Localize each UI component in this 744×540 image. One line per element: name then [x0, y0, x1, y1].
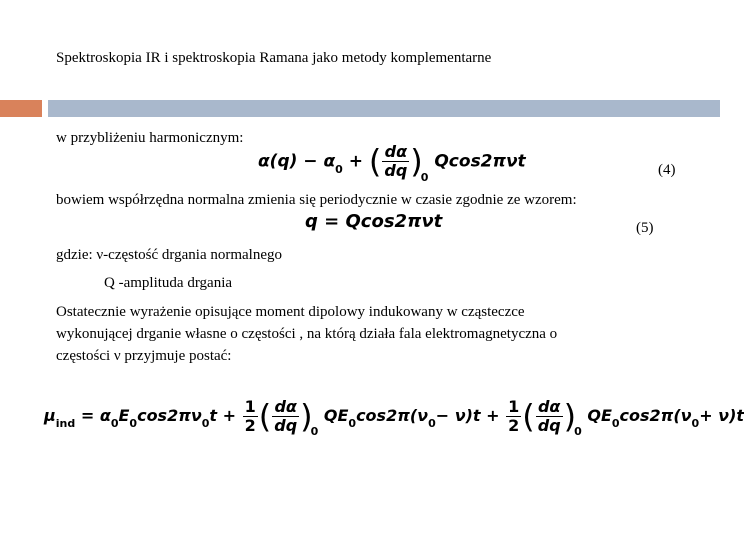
accent-bar-orange [0, 100, 42, 117]
equation-number-5: (5) [636, 220, 654, 236]
deriv-1-sub: 0 [310, 425, 319, 438]
eq4-frac-den: dq [384, 161, 408, 180]
paragraph-line-2: wykonującej drganie własne o częstości , na którą działa fala elektromagnetyczna o [56, 326, 558, 342]
term1-alpha-sub: 0 [110, 417, 119, 430]
eq4-rhs: Qcos2πνt [434, 151, 526, 172]
accent-bar-blue [48, 100, 720, 117]
deriv-fraction-1 [272, 398, 299, 435]
half-1-den: 2 [244, 416, 256, 435]
eq-final-equals: = [80, 406, 95, 425]
term3-rest: + ν)t [699, 406, 744, 425]
equation-number-4: (4) [658, 162, 676, 178]
equation-4: $\alpha(q) - \alpha_0$ + ( $\frac{d\alpha}{dq}$ )$_0$ Qcos2πνt [258, 142, 526, 184]
term1-t-plus: t + [209, 406, 237, 425]
term2-nu-sub: 0 [428, 417, 436, 430]
mu-symbol: μ [44, 406, 56, 425]
text-line-normal-coordinate: bowiem współrzędna normalna zmienia się periodycznie w czasie zgodnie ze wzorem: [56, 192, 577, 208]
eq4-frac-num: dα [382, 143, 409, 162]
term2-cos: cos2π(ν [356, 406, 429, 425]
definition-nu: gdzie: ν-częstość drgania normalnego [56, 247, 283, 263]
term3-cos: cos2π(ν [619, 406, 692, 425]
text-line-harmonic: w przybliżeniu harmonicznym: [56, 130, 244, 146]
paragraph-line-1: Ostatecznie wyrażenie opisujące moment dipolowy indukowany w cząsteczce [56, 304, 525, 320]
half-fraction-2 [506, 398, 521, 435]
deriv-2-num: dα [536, 398, 563, 417]
deriv-2-sub: 0 [574, 425, 582, 438]
eq4-plus: + [348, 151, 363, 172]
deriv-1-den: dq [274, 416, 298, 435]
eq4-lhs-sub: 0 [335, 162, 343, 176]
term3-nu-sub: 0 [691, 417, 700, 430]
paragraph-line-3: częstości ν przyjmuje postać: [56, 348, 232, 364]
eq4-fraction [382, 143, 409, 180]
deriv-2-den: dq [537, 416, 561, 435]
term1-e: E [118, 406, 130, 425]
definition-q: Q -amplituda drgania [104, 275, 233, 291]
term3-qe-sub: 0 [611, 417, 620, 430]
term1-alpha: α [99, 406, 111, 425]
term1-nu-sub: 0 [201, 417, 210, 430]
term2-qe: QE [323, 406, 349, 425]
half-2-den: 2 [508, 416, 520, 435]
half-1-num: 1 [244, 397, 256, 416]
equation-5: q = Qcos2πνt [305, 211, 443, 232]
term1-e-sub: 0 [129, 417, 138, 430]
term2-rest: − ν)t + [435, 406, 500, 425]
term1-cos: cos2πν [137, 406, 202, 425]
mu-sub: ind [55, 417, 76, 430]
eq4-lhs: α(q) − α [258, 151, 336, 172]
term3-qe: QE [587, 406, 612, 425]
deriv-1-num: dα [272, 398, 299, 417]
deriv-fraction-2 [536, 398, 563, 435]
half-fraction-1 [243, 398, 258, 435]
equation-induced-dipole: $\mu_{ind} = \alpha_0E_0\cos 2\pi\nu_0t$ + $\frac{1}{2}$ ( $\frac{d\alpha}{dq}$ )$_0$ $QE_0\cos 2\pi(\nu_0- \nu)t$ + $\frac{1}{2}$ ( $\frac{d\alpha}{dq}$ )$_0$ $QE_0\cos 2\pi(\nu_0+ \nu)t$ [44, 397, 744, 438]
half-2-num: 1 [508, 397, 520, 416]
eq4-frac-sub: 0 [420, 170, 429, 184]
slide-title: Spektroskopia IR i spektroskopia Ramana jako metody komplementarne [56, 50, 492, 66]
term2-qe-sub: 0 [348, 417, 357, 430]
